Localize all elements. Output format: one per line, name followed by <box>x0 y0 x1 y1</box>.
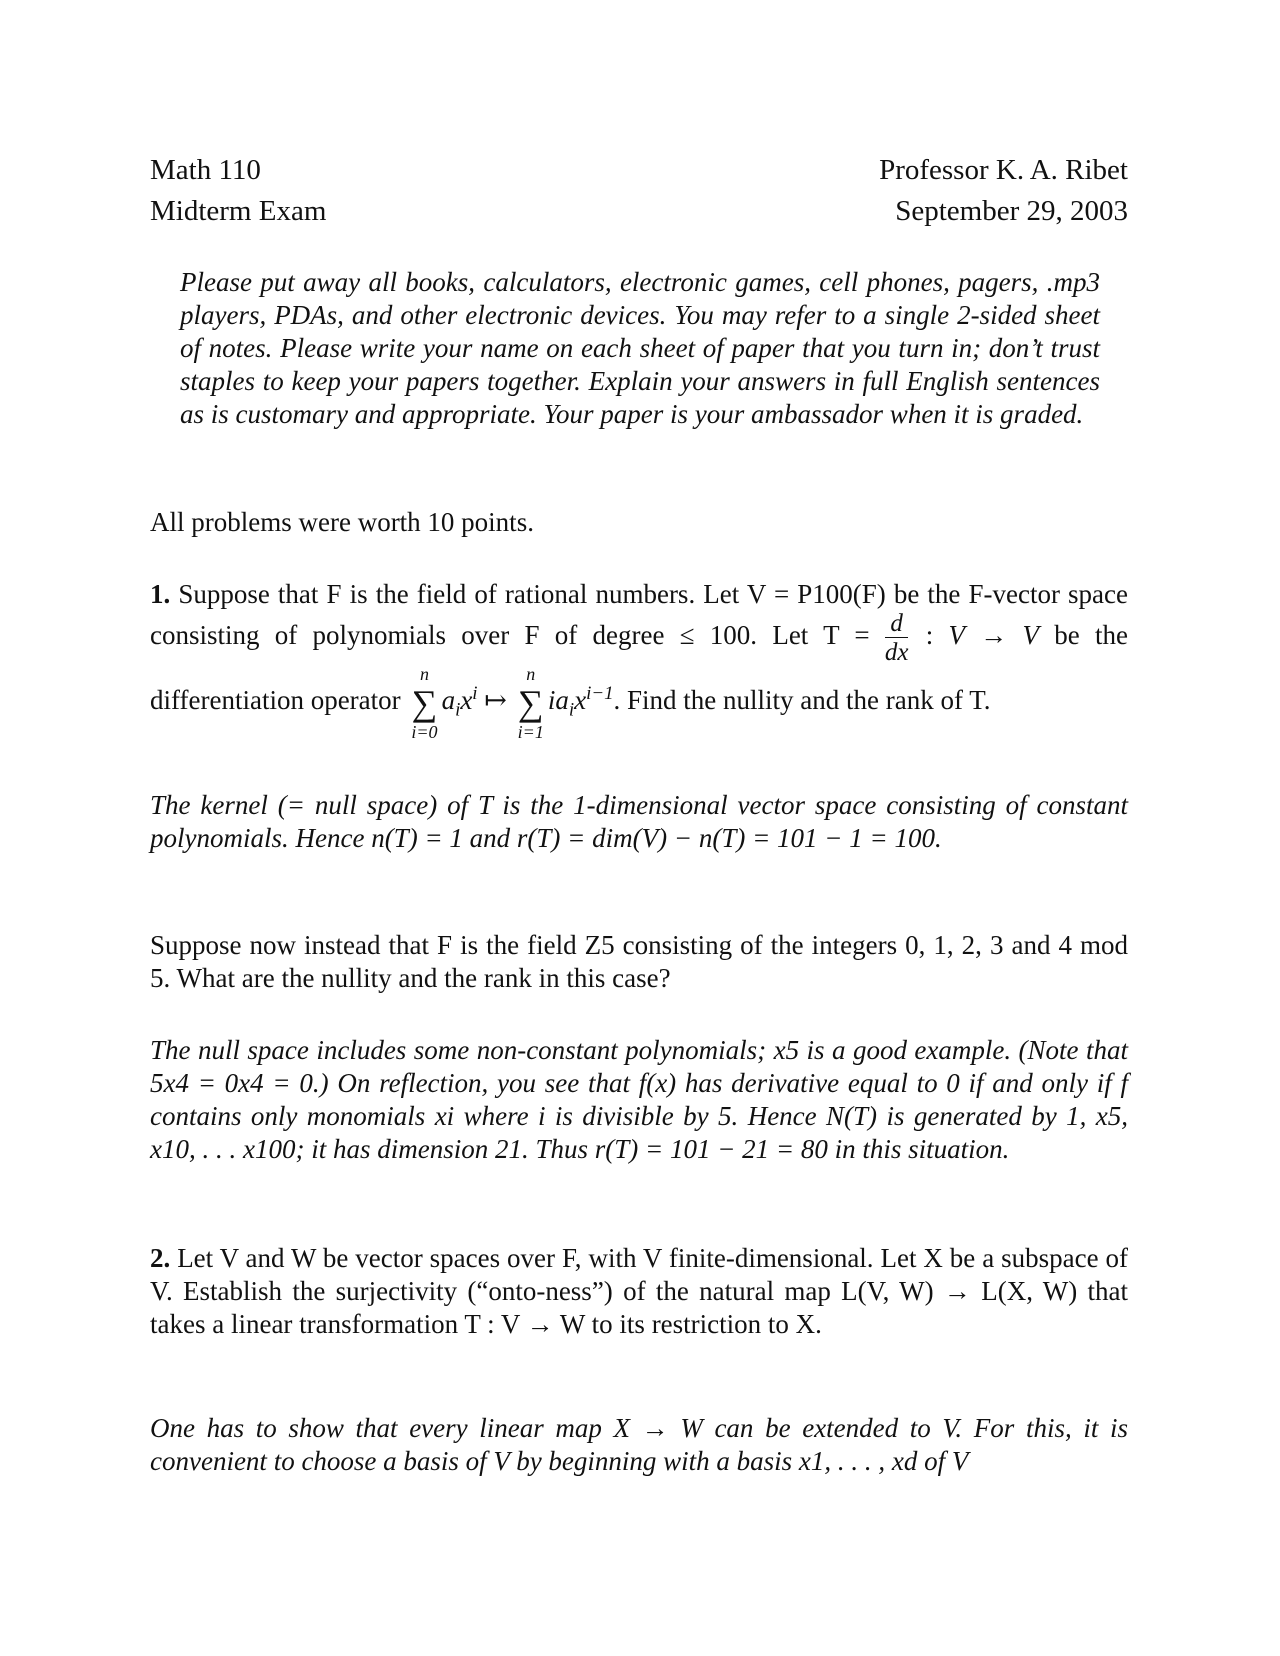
exam-page <box>150 0 1128 1656</box>
exam-date: September 29, 2003 <box>895 195 1128 227</box>
exam-instructions: Please put away all books, calculators, electronic games, cell phones, pagers, .mp3 players, PDAs, and other electronic devices. You may refer to a single 2-sided sheet of notes. Please write your name on each sheet of paper that you turn in; don’t trust staples to keep your papers together. Explain your answers in full English sentences as is customary and appropriate. Your paper is your ambassador when it is graded. <box>180 267 1100 429</box>
professor-name: Professor K. A. Ribet <box>879 154 1128 186</box>
derivative-fraction: $\frac{d}{dx}$ <box>884 610 909 666</box>
problem-2-answer: One has to show that every linear map X → W can be extended to V. For this, it is convenient to choose a basis of V by beginning with a basis x1, . . . , xd of V <box>150 1413 1128 1476</box>
differentiation-formula: $\frac{d}{dx}$ : V → V be the differentiation operator n ∑ i=0 $a_ix^i$ ↦ n ∑ i=1 $ia_ix^{i-1}$. <box>150 610 1129 742</box>
problem-1-answer-2: The null space includes some non-constant polynomials; x5 is a good example. (Note that 5x4 = 0x4 = 0.) On reflection, you see that f(x) has derivative equal to 0 if and only if f contains only monomials xi where i is divisible by 5. Hence N(T) is generated by 1, x5, x10, . . . x100; it has dimension 21. Thus r(T) = 101 − 21 = 80 in this situation. <box>150 1035 1128 1164</box>
course-name: Math 110 <box>150 154 261 186</box>
header-row-top <box>150 152 1128 188</box>
summation-right: n ∑ i=1 <box>517 664 544 742</box>
summation-left: n ∑ i=0 <box>411 664 438 742</box>
problem-1-statement <box>150 578 1128 741</box>
exam-title: Midterm Exam <box>150 195 327 227</box>
problem-1-followup: Suppose now instead that F is the field Z5 consisting of the integers 0, 1, 2, 3 and 4 mod 5. What are the nullity and the rank in this case? <box>150 930 1128 993</box>
problem-1-answer-1: The kernel (= null space) of T is the 1-dimensional vector space consisting of constant polynomials. Hence n(T) = 1 and r(T) = dim(V) − n(T) = 101 − 1 = 100. <box>150 790 1128 853</box>
problem-1-number: 1. <box>150 579 171 609</box>
problem-2-text: Let V and W be vector spaces over F, with V finite-dimensional. Let X be a subspace of V. Establish the surjectivity (“onto-ness”) of the natural map L(V, W) → L(X, W) that takes a linear transformation T : V → W to its restriction to X. <box>150 1243 1128 1339</box>
points-note: All problems were worth 10 points. <box>150 507 534 537</box>
problem-1-text-b: Find the nullity and the rank of T. <box>627 685 991 716</box>
header-row-bottom <box>150 193 1128 229</box>
problem-2-statement <box>150 1242 1128 1341</box>
problem-2-number: 2. <box>150 1243 171 1273</box>
problem-1-text-a: Suppose that F is the field of rational numbers. Let V = P100(F) be the F-vector space consisting of polynomials over F of degree ≤ 100. Let T = <box>150 579 1129 651</box>
